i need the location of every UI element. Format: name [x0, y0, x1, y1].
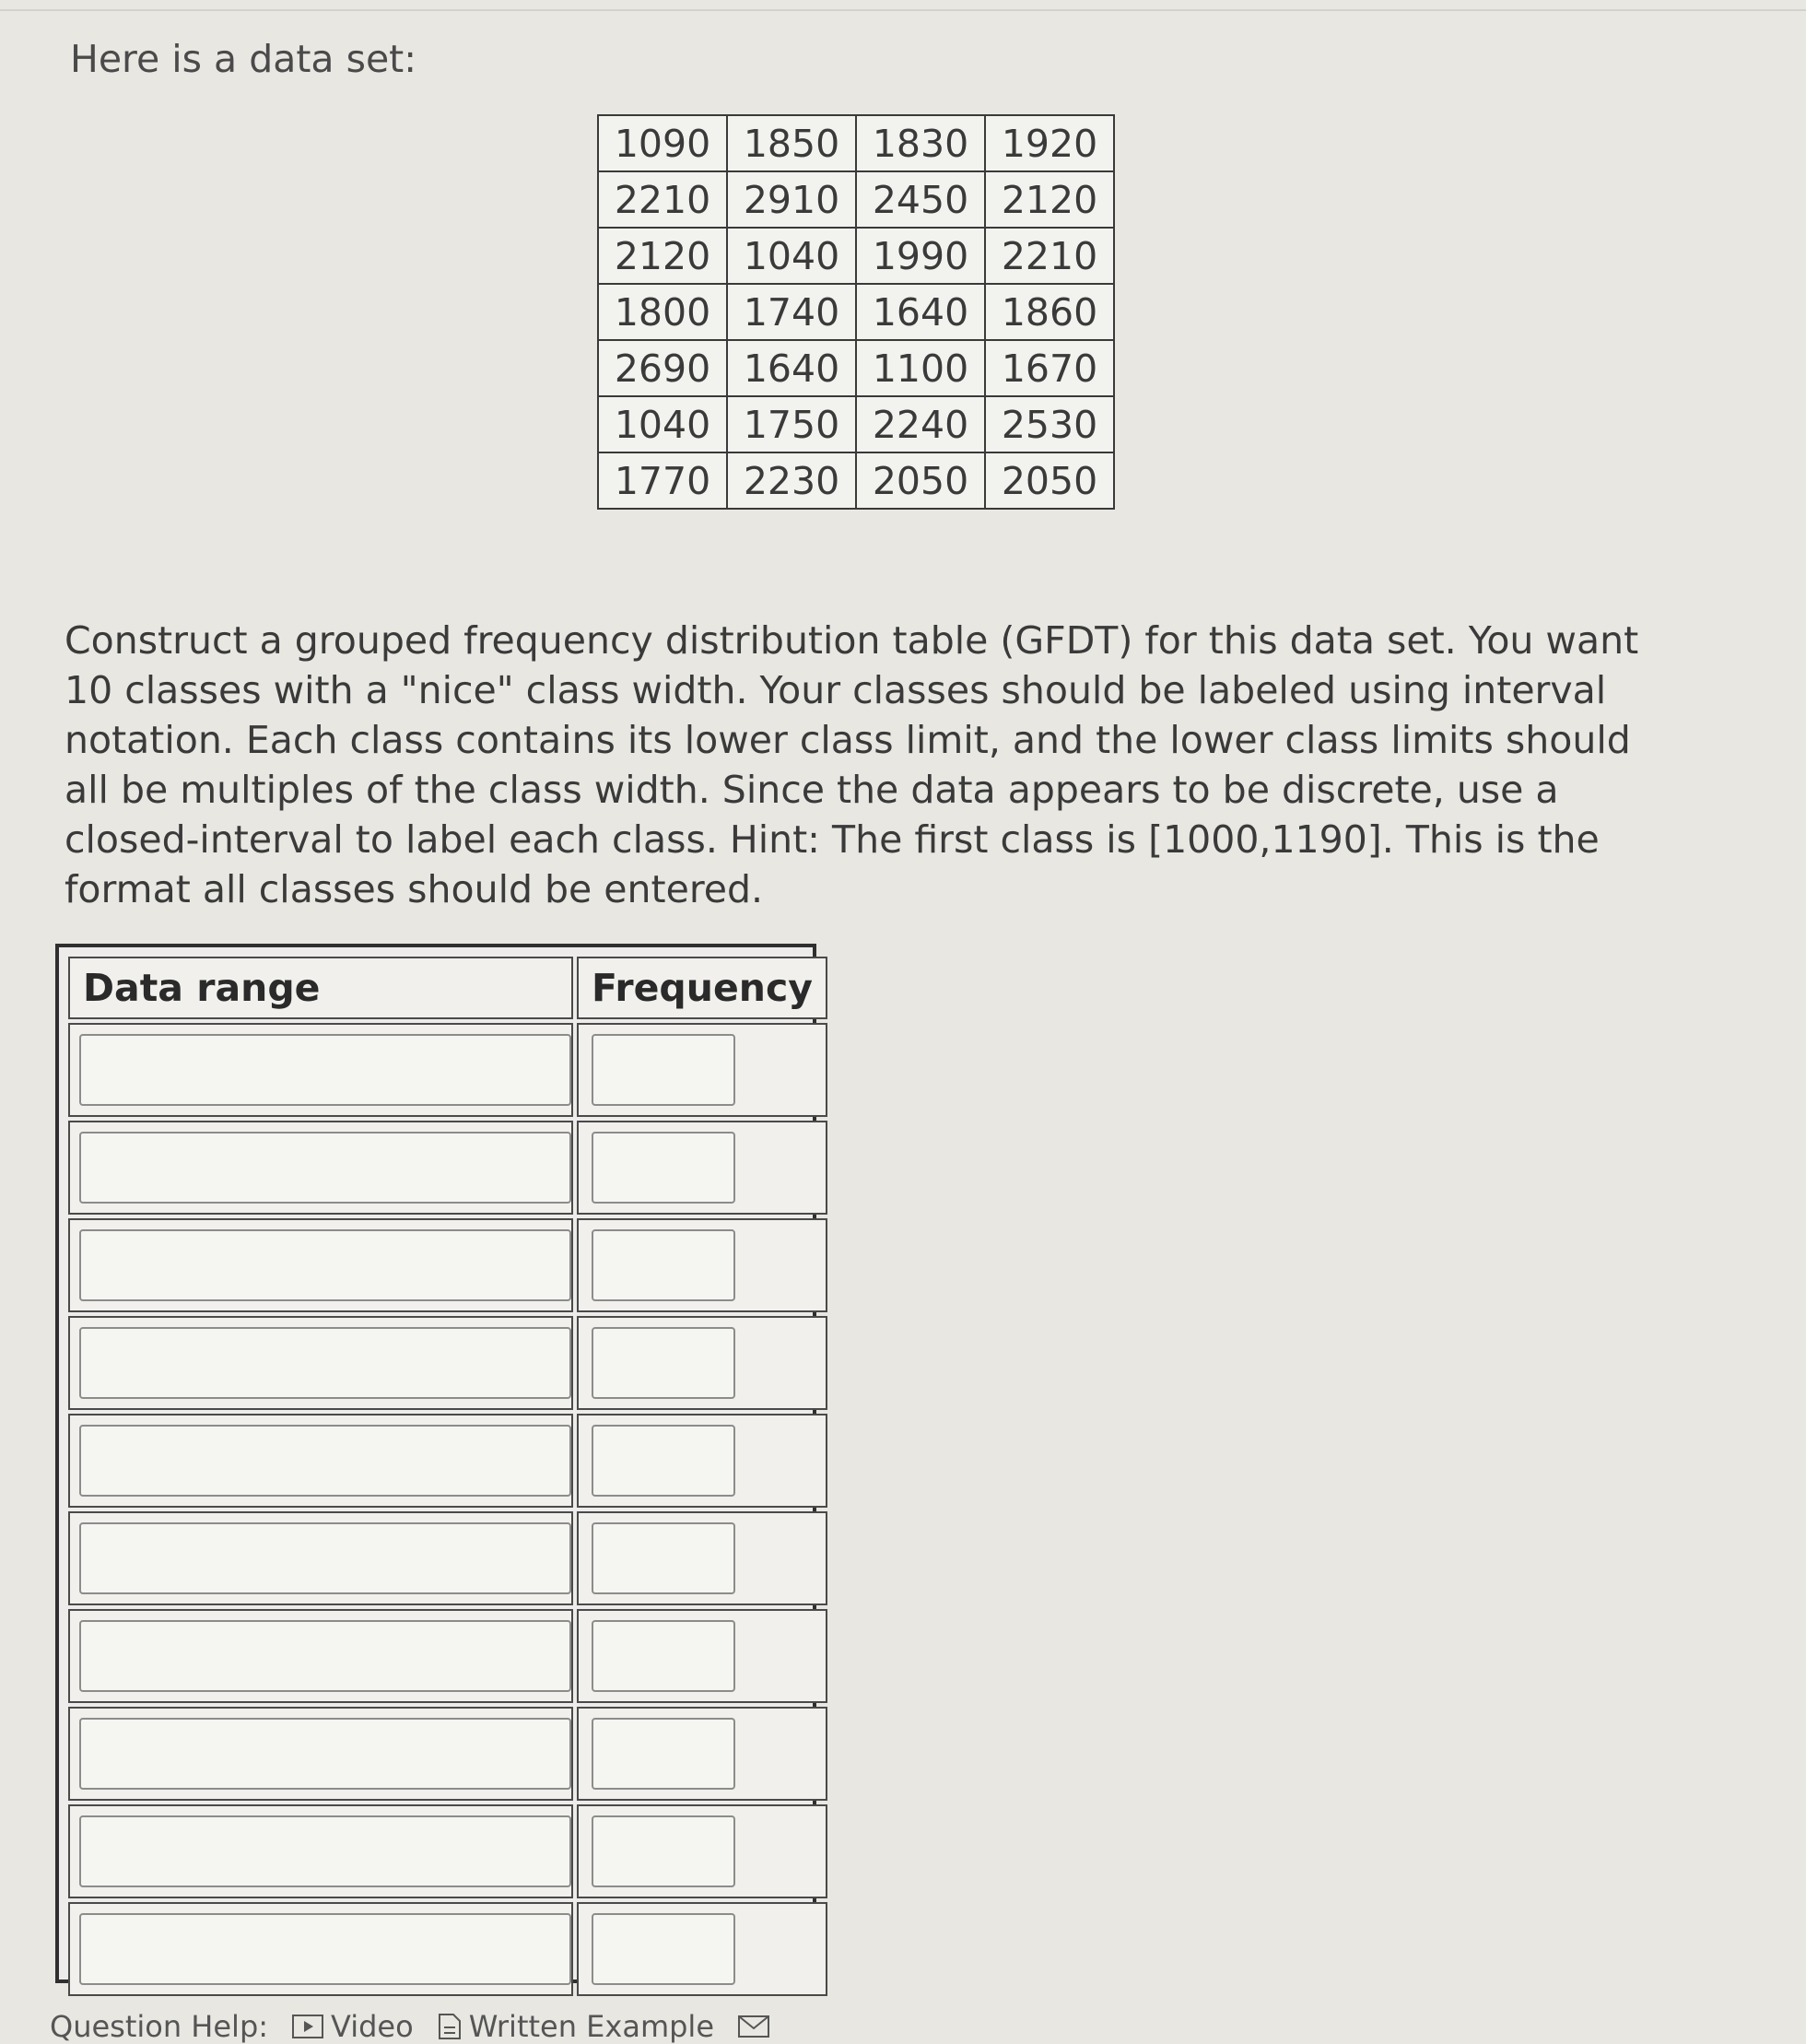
- data-set-cell: 2050: [985, 452, 1114, 509]
- data-set-row: [598, 452, 1114, 509]
- data-set-cell: 2050: [856, 452, 985, 509]
- data-range-cell: [68, 1121, 573, 1215]
- data-set-cell: 1670: [985, 340, 1114, 396]
- data-range-cell: [68, 1316, 573, 1410]
- message-icon: [738, 2015, 769, 2038]
- gfdt-row: [68, 1316, 827, 1410]
- written-example-icon: [438, 2013, 462, 2040]
- data-set-cell: 1740: [727, 284, 856, 340]
- data-set-row: [598, 396, 1114, 452]
- gfdt-row: [68, 1707, 827, 1801]
- frequency-cell: [577, 1902, 827, 1996]
- data-range-cell: [68, 1511, 573, 1605]
- frequency-input[interactable]: [592, 1815, 735, 1887]
- frequency-cell: [577, 1121, 827, 1215]
- frequency-input[interactable]: [592, 1522, 735, 1594]
- intro-text: Here is a data set:: [70, 37, 417, 81]
- gfdt-table: [64, 953, 831, 2000]
- data-range-cell: [68, 1023, 573, 1117]
- data-set-cell: 1040: [598, 396, 727, 452]
- data-set-cell: 2210: [598, 171, 727, 228]
- data-set-cell: 1830: [856, 115, 985, 171]
- frequency-input[interactable]: [592, 1913, 735, 1985]
- gfdt-row: [68, 1511, 827, 1605]
- question-prompt: Construct a grouped frequency distribution table (GFDT) for this data set. You want 10 classes with a "nice" class width. Your classes should be labeled using interval notation. Each class contains its lower class limit, and the lower class limits should all be multiples of the class width. Since the data appears to be discrete, use a closed-interval to label each class. Hint: The first class is [1000,1190]. This is the format all classes should be entered.: [64, 618, 1639, 911]
- data-set-cell: 1770: [598, 452, 727, 509]
- data-set-cell: 1990: [856, 228, 985, 284]
- gfdt-row: [68, 1609, 827, 1703]
- data-set-cell: 2690: [598, 340, 727, 396]
- frequency-cell: [577, 1218, 827, 1312]
- data-range-input[interactable]: [79, 1132, 571, 1204]
- frequency-header: Frequency: [577, 957, 827, 1019]
- written-example-label: Written Example: [468, 2009, 714, 2044]
- video-link[interactable]: [292, 2009, 414, 2044]
- data-range-input[interactable]: [79, 1425, 571, 1497]
- frequency-cell: [577, 1707, 827, 1801]
- data-set-row: [598, 115, 1114, 171]
- data-set-cell: 1100: [856, 340, 985, 396]
- gfdt-row: [68, 1902, 827, 1996]
- data-range-cell: [68, 1902, 573, 1996]
- frequency-input[interactable]: [592, 1620, 735, 1692]
- written-example-link[interactable]: [438, 2009, 714, 2044]
- data-range-input[interactable]: [79, 1913, 571, 1985]
- data-set-row: [598, 228, 1114, 284]
- data-set-cell: 2120: [598, 228, 727, 284]
- video-label: Video: [331, 2009, 414, 2044]
- data-set-cell: 2530: [985, 396, 1114, 452]
- gfdt-header-row: [68, 957, 827, 1019]
- frequency-cell: [577, 1023, 827, 1117]
- video-icon: [292, 2014, 323, 2039]
- frequency-input[interactable]: [592, 1229, 735, 1301]
- frequency-input[interactable]: [592, 1034, 735, 1106]
- data-set-cell: 1640: [727, 340, 856, 396]
- data-set-cell: 1640: [856, 284, 985, 340]
- frequency-cell: [577, 1414, 827, 1508]
- frequency-input[interactable]: [592, 1327, 735, 1399]
- gfdt-row: [68, 1121, 827, 1215]
- data-range-input[interactable]: [79, 1815, 571, 1887]
- gfdt-row: [68, 1804, 827, 1898]
- data-range-input[interactable]: [79, 1718, 571, 1790]
- data-set-row: [598, 171, 1114, 228]
- data-range-cell: [68, 1707, 573, 1801]
- data-set-cell: 2910: [727, 171, 856, 228]
- top-divider: [0, 9, 1806, 11]
- message-link[interactable]: [738, 2015, 769, 2038]
- data-range-input[interactable]: [79, 1034, 571, 1106]
- gfdt-table-container: [55, 944, 816, 1983]
- data-range-input[interactable]: [79, 1522, 571, 1594]
- gfdt-row: [68, 1414, 827, 1508]
- data-set-cell: 1850: [727, 115, 856, 171]
- data-set-cell: 2210: [985, 228, 1114, 284]
- data-range-cell: [68, 1414, 573, 1508]
- frequency-input[interactable]: [592, 1718, 735, 1790]
- data-set-table: [597, 114, 1115, 510]
- question-help-label: Question Help:: [50, 2009, 269, 2044]
- data-set-cell: 1860: [985, 284, 1114, 340]
- frequency-cell: [577, 1511, 827, 1605]
- gfdt-row: [68, 1023, 827, 1117]
- data-set-cell: 1800: [598, 284, 727, 340]
- data-set-cell: 2450: [856, 171, 985, 228]
- gfdt-row: [68, 1218, 827, 1312]
- frequency-cell: [577, 1316, 827, 1410]
- data-range-cell: [68, 1218, 573, 1312]
- data-set-cell: 1040: [727, 228, 856, 284]
- data-range-cell: [68, 1804, 573, 1898]
- frequency-cell: [577, 1804, 827, 1898]
- data-set-cell: 1750: [727, 396, 856, 452]
- data-range-input[interactable]: [79, 1620, 571, 1692]
- data-range-input[interactable]: [79, 1327, 571, 1399]
- data-range-input[interactable]: [79, 1229, 571, 1301]
- data-set-cell: 2240: [856, 396, 985, 452]
- data-set-cell: 1920: [985, 115, 1114, 171]
- frequency-cell: [577, 1609, 827, 1703]
- data-set-row: [598, 284, 1114, 340]
- data-range-cell: [68, 1609, 573, 1703]
- data-set-row: [598, 340, 1114, 396]
- question-help-bar: [50, 2009, 769, 2044]
- data-set-cell: 2230: [727, 452, 856, 509]
- data-set-cell: 2120: [985, 171, 1114, 228]
- data-set-cell: 1090: [598, 115, 727, 171]
- frequency-input[interactable]: [592, 1132, 735, 1204]
- frequency-input[interactable]: [592, 1425, 735, 1497]
- data-range-header: Data range: [68, 957, 573, 1019]
